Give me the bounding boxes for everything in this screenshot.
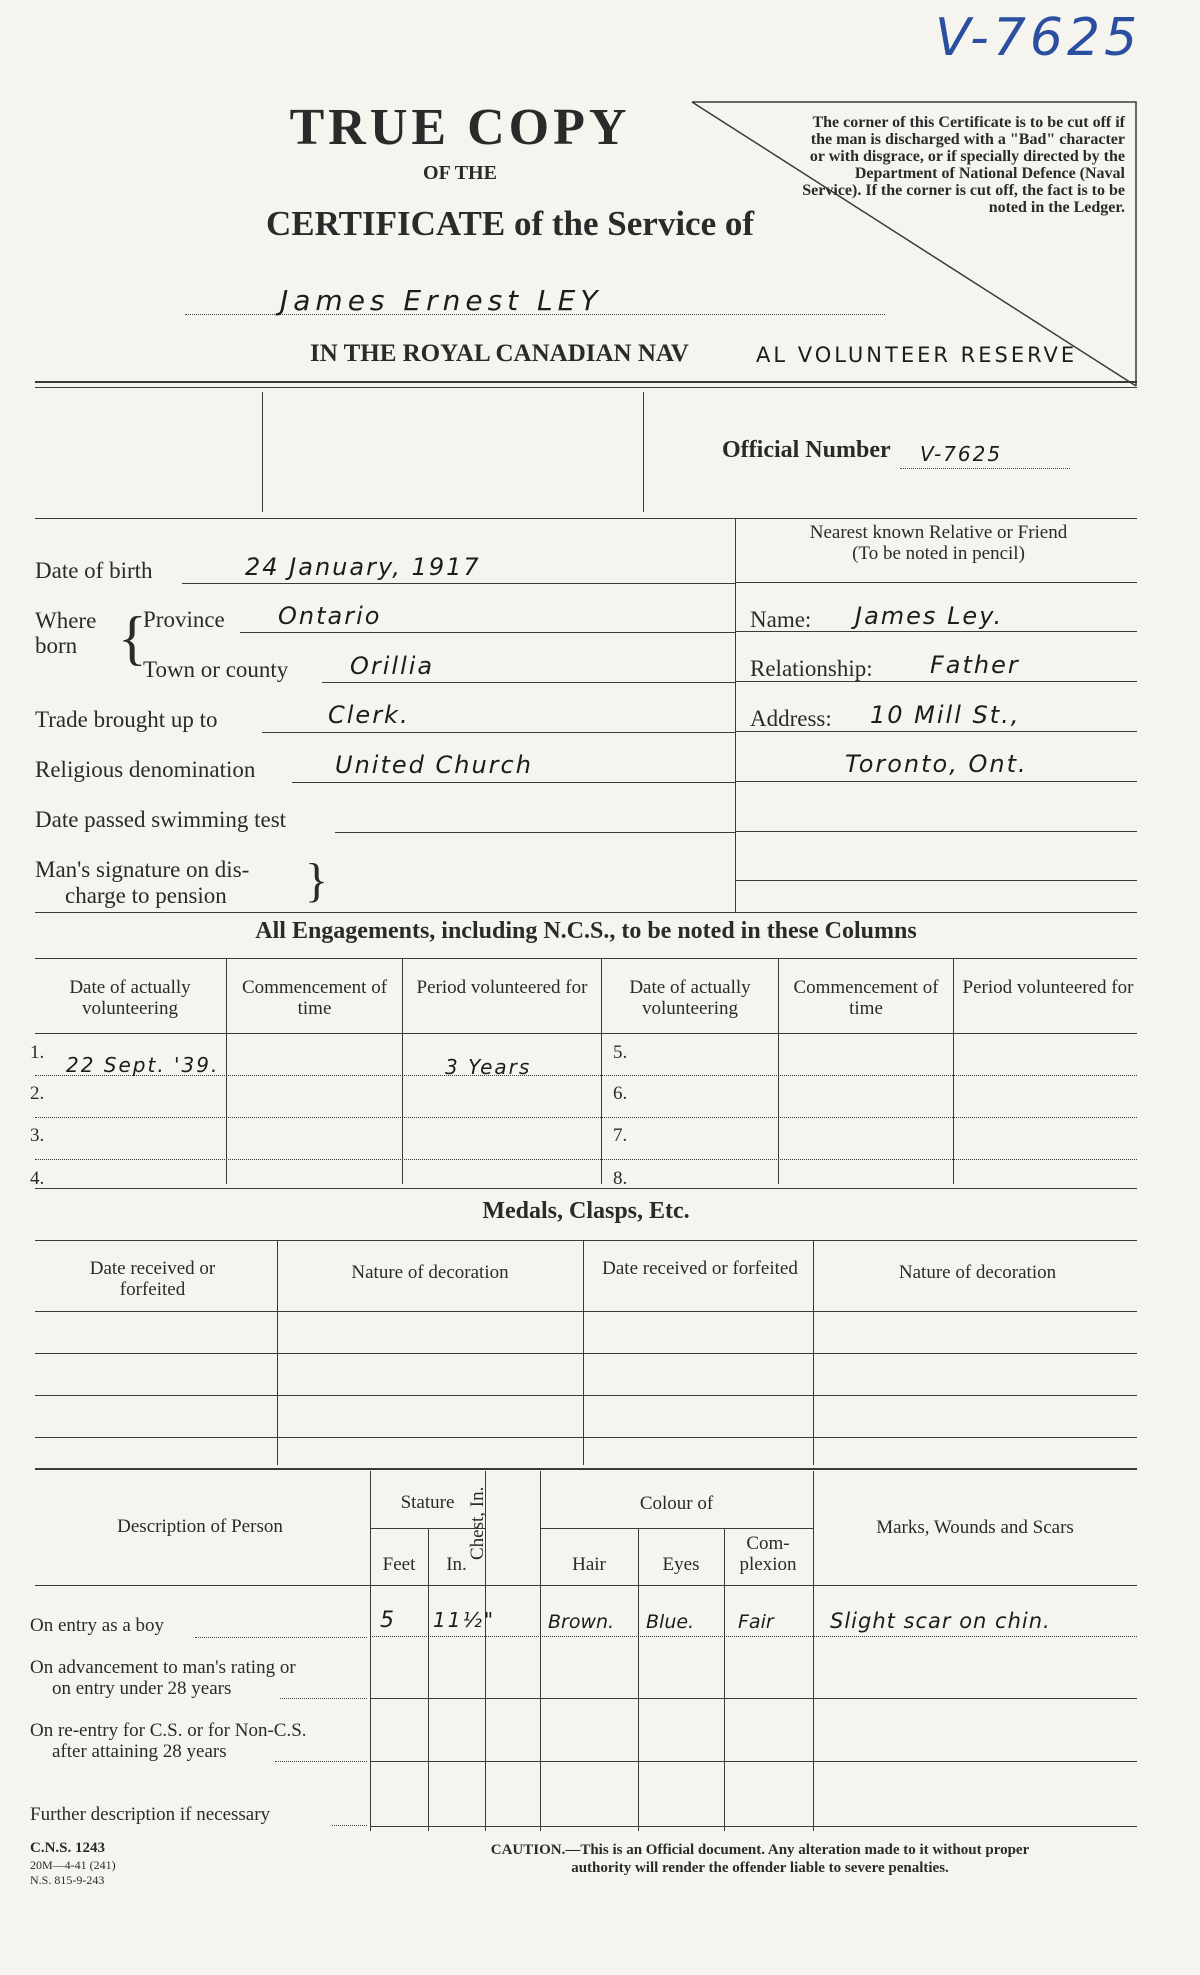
row1-marks: Slight scar on chin. (830, 1609, 1051, 1633)
official-number-value: V-7625 (920, 442, 1003, 466)
stature-label: Stature (400, 1492, 455, 1513)
certificate-page: V-7625 TRUE COPY OF THE CERTIFICATE of the Service of James Ernest LEY IN THE ROYAL CANADIAN NAV AL VOLUNTEER RESERVE The corner of this Certificate is to be cut off if the man is discharged with a "Bad" character or with disgrace, or if specially directed by the Department of National Defence (Naval Service). If the corner is cut off, the fact is to be noted in the Ledger. Official Number V-7625 Date of birth 24 January, 1917 Where born { Province Ontario Town or county Orillia Trade brought up to Clerk. Religious denomination United Church Date passed swimming test Man's signature on dis- charge to pension } Nearest known Relative or Friend (To be noted in pencil) Name: James Ley. Relationship: Father Address: 10 Mill St., Toronto, Ont. All Engagements, including N.C.S., to be noted in these Columns Date of actually volunteering Commencement of time Period volunteered for Date of actually volunteering Commencement of time Period volunteered for 1. 2. 3. 4. 5. 6. 7. 8. 22 Sept. '39. 3 Years Medals, Clasps, Etc. Date received or forfeited Nature of decoration Date received or forfeited Nature of decoration Description of Person Stature Feet In. Chest, In. Colour of Hair Eyes Com- plexion Marks, Wounds and Scars On entry as a boy 5 11½" Brown. Blue. Fair Slight scar on chin. On advancement to man's rating or on entry under 28 years On re-entry for C.S. or for Non-C.S. after attaining 28 years Further description if necessary C.N.S. 1243 20M—4-41 (241) N.S. 815-9-243 CAUTION.—This is an Official document. Any alteration made to it without proper authority will render the offender liable to severe penalties. (0, 0, 1200, 1975)
official-number-label: Official Number (722, 437, 891, 463)
caution-line-2: authority will render the offender liable to severe penalties. (571, 1860, 949, 1876)
row1-eyes: Blue. (646, 1611, 695, 1633)
row1-feet: 5 (380, 1608, 396, 1633)
print-code-1: 20M—4-41 (241) (30, 1858, 116, 1872)
complexion-label: Com- plexion (739, 1533, 797, 1575)
row-reentry-2: after attaining 28 years (52, 1741, 227, 1762)
relative-heading-2: (To be noted in pencil) (852, 543, 1025, 564)
certificate-heading: CERTIFICATE of the Service of (265, 204, 755, 243)
colour-label: Colour of (639, 1493, 714, 1514)
marks-label: Marks, Wounds and Scars (876, 1517, 1074, 1538)
eng-num-3: 3. (30, 1125, 45, 1146)
box-divider-1 (262, 392, 263, 512)
engagements-heading: All Engagements, including N.C.S., to be noted in these Columns (255, 918, 917, 944)
row1-inches: 11½" (433, 1608, 496, 1632)
address-label: Address: (750, 706, 832, 731)
feet-label: Feet (382, 1554, 416, 1575)
rule-personal-top (35, 518, 1137, 519)
signature-label-1: Man's signature on dis- (35, 857, 250, 882)
eng-num-2: 2. (30, 1083, 45, 1104)
navy-line: IN THE ROYAL CANADIAN NAV (310, 340, 689, 367)
hair-label: Hair (572, 1554, 606, 1575)
medal-col-3: Date received or forfeited (602, 1258, 798, 1279)
relationship-value: Father (930, 651, 1020, 679)
town-value: Orillia (350, 652, 435, 680)
print-code-2: N.S. 815-9-243 (30, 1873, 105, 1887)
eng-col-2: Commencement of time (241, 977, 388, 1019)
medal-col-4: Nature of decoration (898, 1262, 1057, 1283)
brace: { (118, 605, 147, 671)
province-label: Province (143, 607, 225, 632)
row-further: Further description if necessary (30, 1804, 271, 1825)
of-the: OF THE (423, 162, 497, 184)
service-name: James Ernest LEY (280, 284, 603, 317)
row-entry-boy: On entry as a boy (30, 1615, 165, 1636)
in-label: In. (446, 1554, 467, 1575)
form-code: C.N.S. 1243 (30, 1840, 106, 1856)
medal-col-2: Nature of decoration (351, 1262, 509, 1283)
eng-col-4: Date of actually volunteering (629, 977, 751, 1019)
eyes-label: Eyes (662, 1554, 700, 1575)
navy-handwritten: AL VOLUNTEER RESERVE (756, 343, 1078, 367)
eng-col-6: Period volunteered for (962, 977, 1134, 998)
title: TRUE COPY (289, 99, 631, 156)
file-number: V-7625 (935, 8, 1142, 68)
corner-note: The corner of this Certificate is to be cut off if the man is discharged with a "Bad" character or with disgrace, or if specially directed by the Department of National Defence (Naval Service). If the corner is cut off, the fact is to be noted in the Ledger. (802, 114, 1125, 216)
eng-num-8: 8. (613, 1168, 628, 1189)
rule-top (35, 381, 1137, 383)
personal-divider (735, 518, 736, 913)
address-line-2: Toronto, Ont. (845, 750, 1028, 778)
province-value: Ontario (278, 602, 382, 630)
desc-heading: Description of Person (117, 1516, 283, 1537)
eng-col-3: Period volunteered for (416, 977, 588, 998)
religion-value: United Church (335, 751, 533, 779)
address-line-1: 10 Mill St., (870, 701, 1021, 729)
dob-label: Date of birth (35, 558, 153, 583)
eng-col-5: Commencement of time (793, 977, 939, 1019)
row-advancement-1: On advancement to man's rating or (30, 1657, 296, 1678)
signature-label-2: charge to pension (65, 883, 227, 908)
town-label: Town or county (143, 657, 289, 682)
medal-col-1: Date received or forfeited (89, 1258, 216, 1300)
rule-top-2 (35, 387, 1137, 388)
row-advancement-2: on entry under 28 years (52, 1678, 232, 1699)
box-divider-2 (643, 392, 644, 512)
relative-heading-1: Nearest known Relative or Friend (809, 522, 1068, 543)
dob-value: 24 January, 1917 (245, 553, 481, 581)
row1-hair: Brown. (548, 1611, 615, 1633)
trade-value: Clerk. (328, 701, 410, 729)
eng-num-7: 7. (613, 1125, 628, 1146)
eng-row1-period: 3 Years (445, 1055, 532, 1079)
eng-num-5: 5. (613, 1042, 628, 1063)
chest-label: Chest, In. (467, 1486, 488, 1560)
where-born-label: Where born (35, 608, 97, 658)
eng-col-1: Date of actually volunteering (69, 977, 191, 1019)
eng-num-4: 4. (30, 1168, 45, 1189)
row-reentry-1: On re-entry for C.S. or for Non-C.S. (30, 1720, 307, 1741)
caution-line-1: CAUTION.—This is an Official document. Any alteration made to it without proper (490, 1842, 1030, 1858)
relative-name: James Ley. (855, 602, 1004, 630)
religion-label: Religious denomination (35, 757, 256, 782)
row1-complexion: Fair (738, 1611, 774, 1633)
eng-num-1: 1. (30, 1042, 45, 1063)
trade-label: Trade brought up to (35, 707, 218, 732)
rule-personal-bottom (35, 912, 1137, 913)
relative-name-label: Name: (750, 607, 812, 632)
eng-num-6: 6. (613, 1083, 628, 1104)
swim-label: Date passed swimming test (35, 807, 287, 832)
eng-row1-date: 22 Sept. '39. (66, 1053, 220, 1077)
medals-heading: Medals, Clasps, Etc. (482, 1198, 690, 1224)
relationship-label: Relationship: (750, 656, 873, 681)
